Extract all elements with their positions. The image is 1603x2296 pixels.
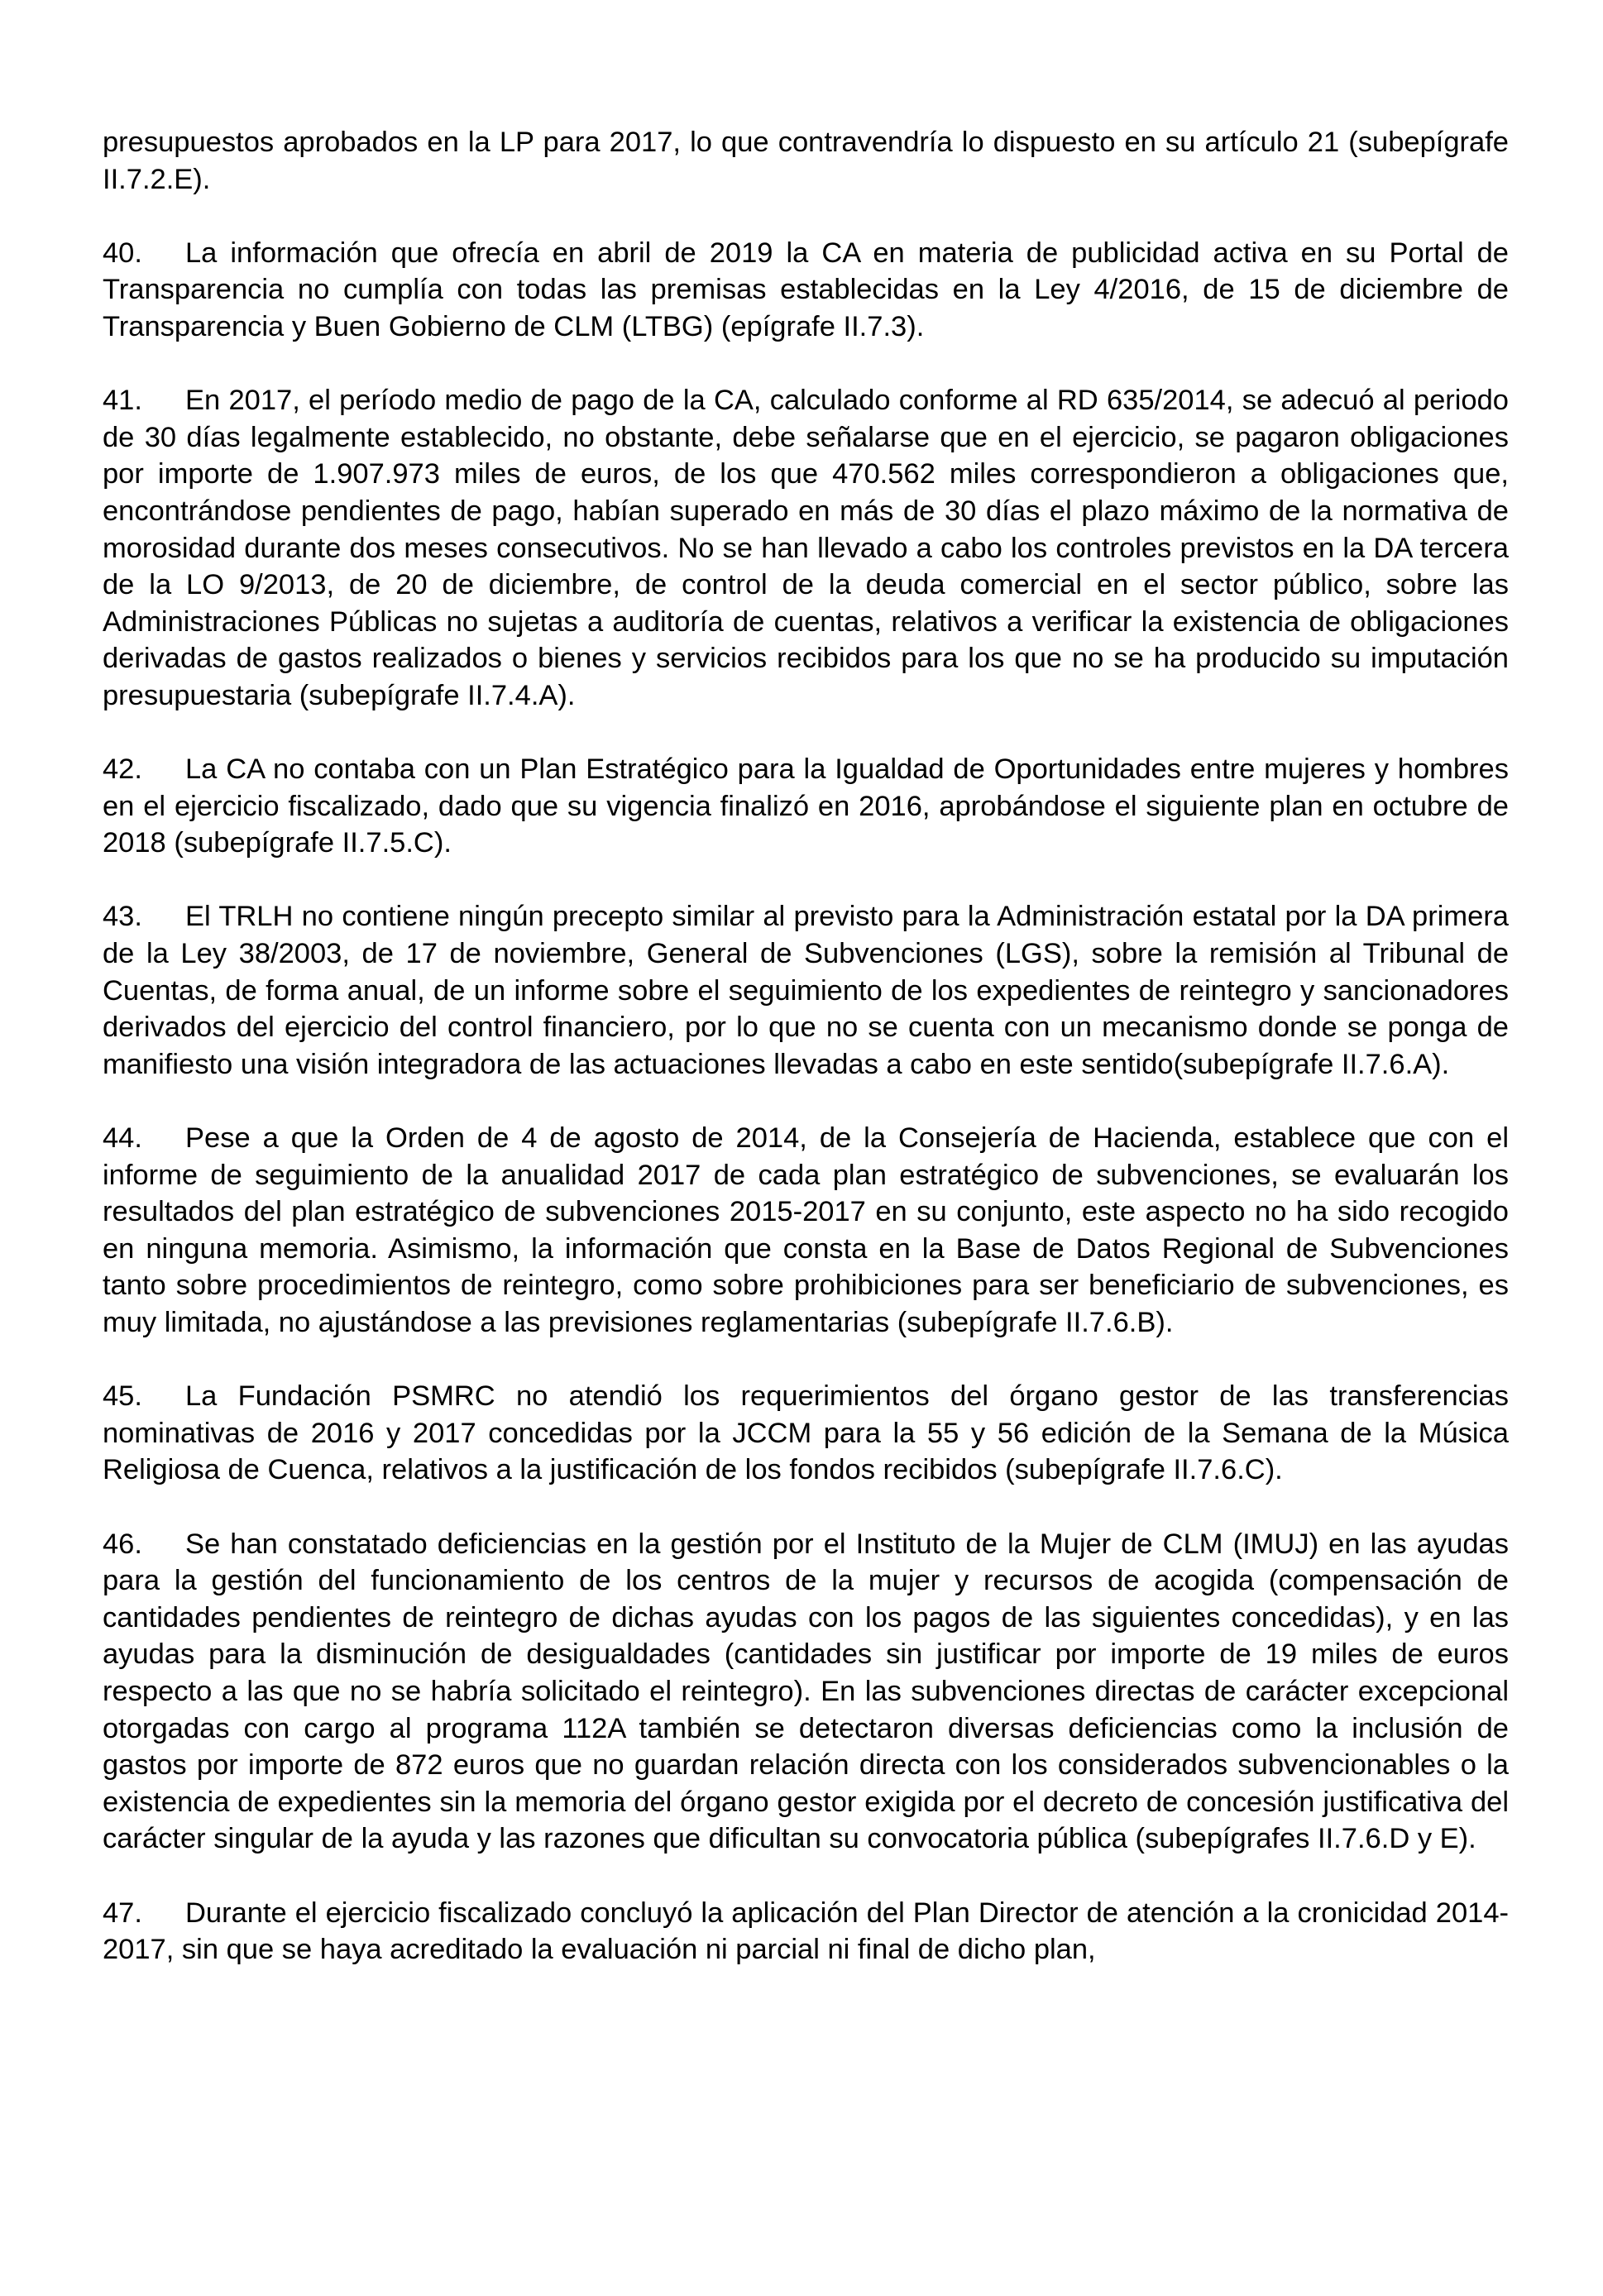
paragraph-continuation — [103, 124, 1509, 198]
paragraph-number: 46. — [103, 1528, 142, 1560]
paragraph-47 — [103, 1895, 1509, 1968]
paragraph-text: En 2017, el período medio de pago de la CA, calculado conforme al RD 635/2014, se adecuó al periodo de 30 días legalmente establecido, no obstante, debe señalarse que en el ejercicio, se pagaron obligaciones por importe de 1.907.973 miles de euros, de los que 470.562 miles correspondieron a obligaciones que, encontrándose pendientes de pago, habían superado en más de 30 días el plazo máximo de la normativa de morosidad durante dos meses consecutivos. No se han llevado a cabo los controles previstos en la DA tercera de la LO 9/2013, de 20 de diciembre, de control de la deuda comercial en el sector público, sobre las Administraciones Públicas no sujetas a auditoría de cuentas, relativos a verificar la existencia de obligaciones derivadas de gastos realizados o bienes y servicios recibidos para los que no se ha producido su imputación presupuestaria (subepígrafe II.7.4.A). — [103, 385, 1509, 711]
paragraph-number: 42. — [103, 753, 142, 786]
paragraph-text: Pese a que la Orden de 4 de agosto de 2014, de la Consejería de Hacienda, establece que con el informe de seguimiento de la anualidad 2017 de cada plan estratégico de subvenciones, se evaluarán los resultados del plan estratégico de subvenciones 2015-2017 en su conjunto, este aspecto no ha sido recogido en ninguna memoria. Asimismo, la información que consta en la Base de Datos Regional de Subvenciones tanto sobre procedimientos de reintegro, como sobre prohibiciones para ser beneficiario de subvenciones, es muy limitada, no ajustándose a las previsiones reglamentarias (subepígrafe II.7.6.B). — [103, 1122, 1509, 1338]
paragraph-41 — [103, 382, 1509, 714]
paragraph-text: presupuestos aprobados en la LP para 2017, lo que contravendría lo dispuesto en su artículo 21 (subepígrafe II.7.2.E). — [103, 127, 1509, 195]
paragraph-text: La CA no contaba con un Plan Estratégico para la Igualdad de Oportunidades entre mujeres y hombres en el ejercicio fiscalizado, dado que su vigencia finalizó en 2016, aprobándose el siguiente plan en octubre de 2018 (subepígrafe II.7.5.C). — [103, 753, 1509, 859]
paragraph-45 — [103, 1378, 1509, 1489]
paragraph-42 — [103, 751, 1509, 862]
paragraph-number: 45. — [103, 1380, 142, 1413]
paragraph-text: Se han constatado deficiencias en la gestión por el Instituto de la Mujer de CLM (IMUJ) en las ayudas para la gestión del funcionamiento de los centros de la mujer y recursos de acogida (compensación de cantidades pendientes de reintegro de dichas ayudas con los pagos de las siguientes concedidas), y en las ayudas para la disminución de desigualdades (cantidades sin justificar por importe de 19 miles de euros respecto a las que no se habría solicitado el reintegro). En las subvenciones directas de carácter excepcional otorgadas con cargo al programa 112A también se detectaron diversas deficiencias como la inclusión de gastos por importe de 872 euros que no guardan relación directa con los considerados subvencionables o la existencia de expedientes sin la memoria del órgano gestor exigida por el decreto de concesión justificativa del carácter singular de la ayuda y las razones que dificultan su convocatoria pública (subepígrafes II.7.6.D y E). — [103, 1528, 1509, 1855]
paragraph-text: El TRLH no contiene ningún precepto similar al previsto para la Administración estatal por la DA primera de la Ley 38/2003, de 17 de noviembre, General de Subvenciones (LGS), sobre la remisión al Tribunal de Cuentas, de forma anual, de un informe sobre el seguimiento de los expedientes de reintegro y sancionadores derivados del ejercicio del control financiero, por lo que no se cuenta con un mecanismo donde se ponga de manifiesto una visión integradora de las actuaciones llevadas a cabo en este sentido(subepígrafe II.7.6.A). — [103, 901, 1509, 1080]
paragraph-46 — [103, 1526, 1509, 1858]
paragraph-text: Durante el ejercicio fiscalizado concluyó la aplicación del Plan Director de atención a la cronicidad 2014-2017, sin que se haya acreditado la evaluación ni parcial ni final de dicho plan, — [103, 1897, 1509, 1966]
paragraph-number: 40. — [103, 237, 142, 269]
paragraph-number: 43. — [103, 901, 142, 933]
paragraph-44 — [103, 1120, 1509, 1342]
paragraph-43 — [103, 898, 1509, 1083]
paragraph-text: La información que ofrecía en abril de 2019 la CA en materia de publicidad activa en su Portal de Transparencia no cumplía con todas las premisas establecidas en la Ley 4/2016, de 15 de diciembre de Transparencia y Buen Gobierno de CLM (LTBG) (epígrafe II.7.3). — [103, 237, 1509, 342]
paragraph-number: 41. — [103, 385, 142, 417]
paragraph-text: La Fundación PSMRC no atendió los requerimientos del órgano gestor de las transferencias nominativas de 2016 y 2017 concedidas por la JCCM para la 55 y 56 edición de la Semana de la Música Religiosa de Cuenca, relativos a la justificación de los fondos recibidos (subepígrafe II.7.6.C). — [103, 1380, 1509, 1486]
paragraph-number: 47. — [103, 1897, 142, 1929]
paragraph-40 — [103, 235, 1509, 346]
paragraph-number: 44. — [103, 1122, 142, 1155]
document-page — [103, 124, 1509, 2005]
